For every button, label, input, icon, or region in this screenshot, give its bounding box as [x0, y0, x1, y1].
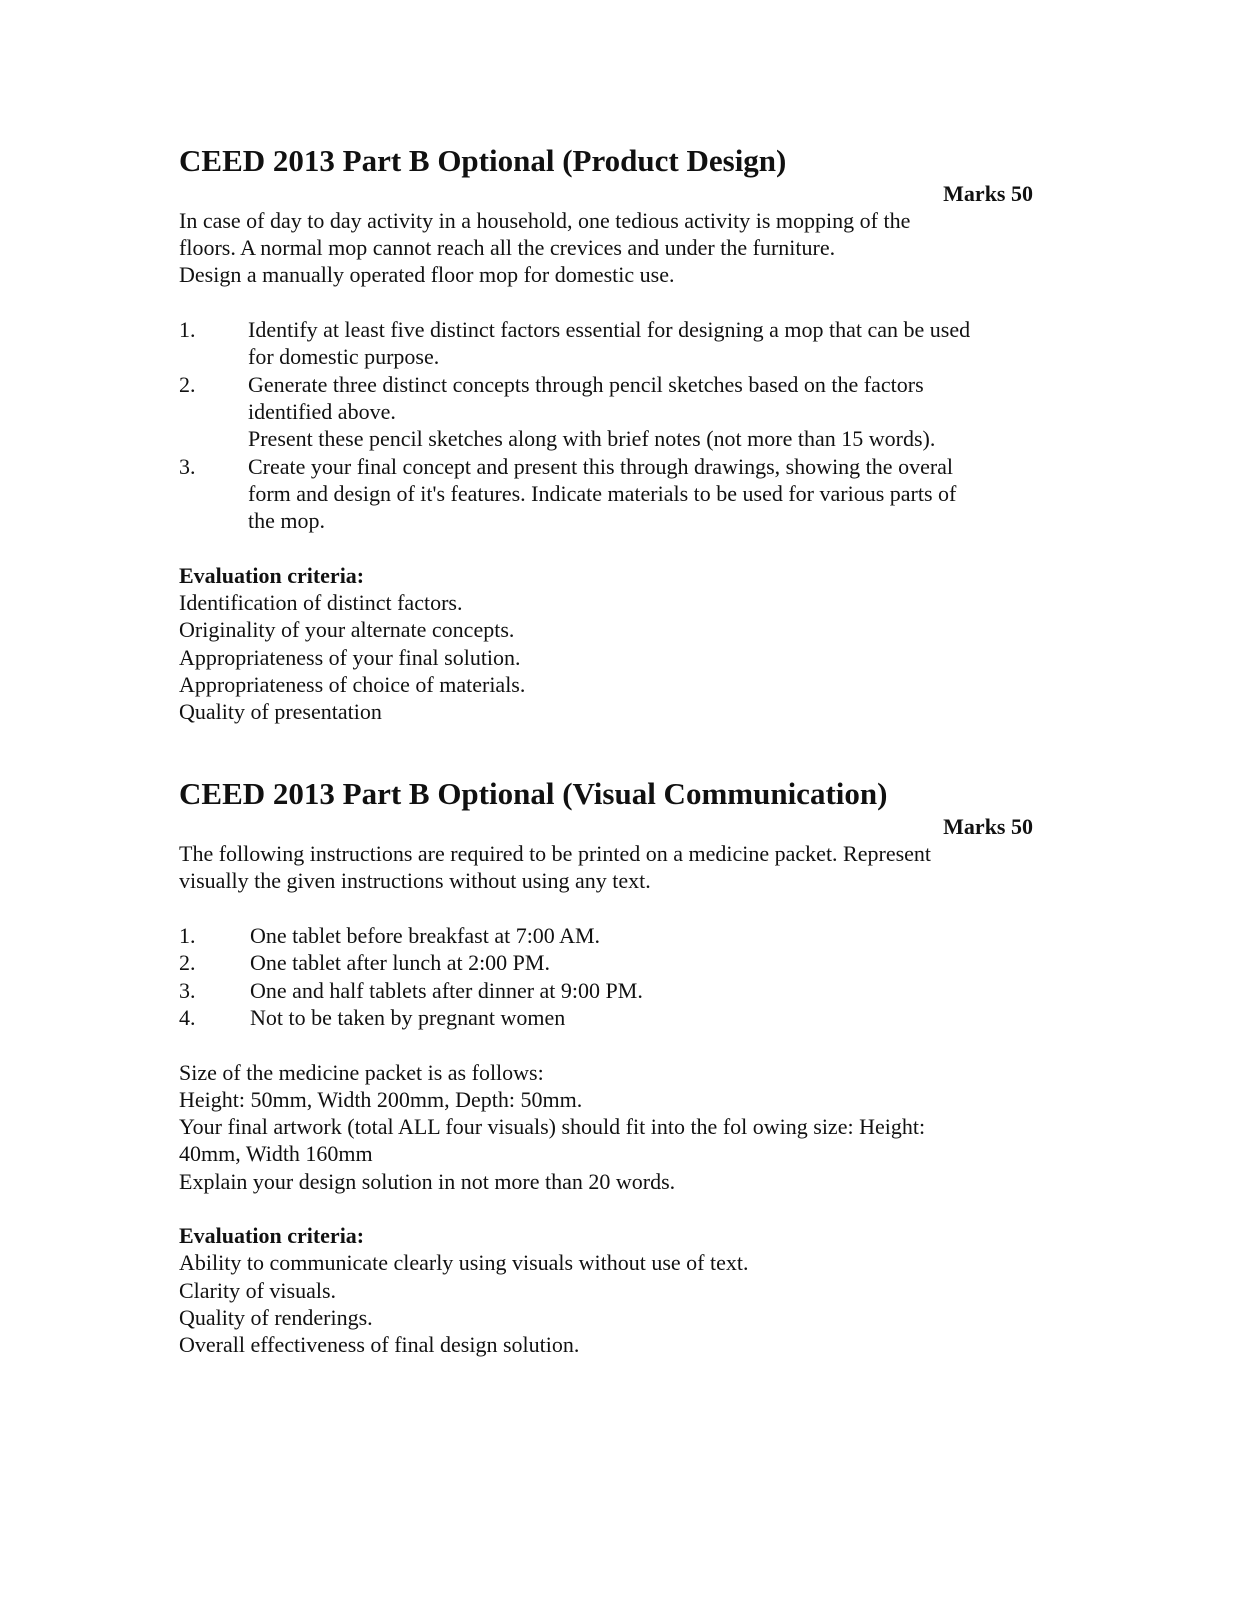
list-item-line: form and design of it's features. Indicate materials to be used for various parts of [248, 481, 957, 506]
evaluation-item: Originality of your alternate concepts. [179, 617, 515, 642]
list-number: 1. [179, 317, 196, 342]
evaluation-item: Appropriateness of choice of materials. [179, 672, 526, 697]
list-item-line: for domestic purpose. [248, 344, 440, 369]
list-number: 3. [179, 978, 196, 1003]
size-line: Explain your design solution in not more than 20 words. [179, 1169, 676, 1194]
list-item-line: the mop. [248, 508, 325, 533]
intro-line: In case of day to day activity in a household, one tedious activity is mopping of the [179, 208, 911, 233]
marks-label: Marks 50 [943, 814, 1033, 839]
evaluation-item: Quality of renderings. [179, 1305, 373, 1330]
section-title-product-design: CEED 2013 Part B Optional (Product Design) [179, 143, 787, 178]
list-number: 2. [179, 950, 196, 975]
list-number: 1. [179, 923, 196, 948]
list-item: One tablet after lunch at 2:00 PM. [250, 950, 550, 975]
size-line: Height: 50mm, Width 200mm, Depth: 50mm. [179, 1087, 583, 1112]
list-item-line: Create your final concept and present this through drawings, showing the overal [248, 454, 954, 479]
evaluation-item: Identification of distinct factors. [179, 590, 463, 615]
list-item: One and half tablets after dinner at 9:00 PM. [250, 978, 643, 1003]
list-item-line: Identify at least five distinct factors essential for designing a mop that can be used [248, 317, 971, 342]
evaluation-item: Ability to communicate clearly using visuals without use of text. [179, 1250, 749, 1275]
evaluation-heading: Evaluation criteria: [179, 563, 365, 588]
intro-line: visually the given instructions without using any text. [179, 868, 651, 893]
list-item: Not to be taken by pregnant women [250, 1005, 566, 1030]
intro-line: floors. A normal mop cannot reach all the crevices and under the furniture. [179, 235, 836, 260]
evaluation-item: Overall effectiveness of final design solution. [179, 1332, 580, 1357]
marks-label: Marks 50 [943, 181, 1033, 206]
list-item-line: Present these pencil sketches along with brief notes (not more than 15 words). [248, 426, 936, 451]
size-line: Your final artwork (total ALL four visuals) should fit into the fol owing size: Height: [179, 1114, 926, 1139]
list-number: 3. [179, 454, 196, 479]
size-line: Size of the medicine packet is as follows: [179, 1060, 544, 1085]
list-item: One tablet before breakfast at 7:00 AM. [250, 923, 601, 948]
list-number: 4. [179, 1005, 196, 1030]
list-item-line: identified above. [248, 399, 396, 424]
list-item-line: Generate three distinct concepts through pencil sketches based on the factors [248, 372, 924, 397]
intro-line: Design a manually operated floor mop for domestic use. [179, 262, 675, 287]
evaluation-item: Clarity of visuals. [179, 1278, 337, 1303]
size-line: 40mm, Width 160mm [179, 1141, 373, 1166]
list-number: 2. [179, 372, 196, 397]
evaluation-item: Quality of presentation [179, 699, 382, 724]
intro-line: The following instructions are required to be printed on a medicine packet. Represent [179, 841, 932, 866]
evaluation-item: Appropriateness of your final solution. [179, 645, 521, 670]
section-title-visual-communication: CEED 2013 Part B Optional (Visual Communication) [179, 776, 888, 811]
evaluation-heading: Evaluation criteria: [179, 1223, 365, 1248]
